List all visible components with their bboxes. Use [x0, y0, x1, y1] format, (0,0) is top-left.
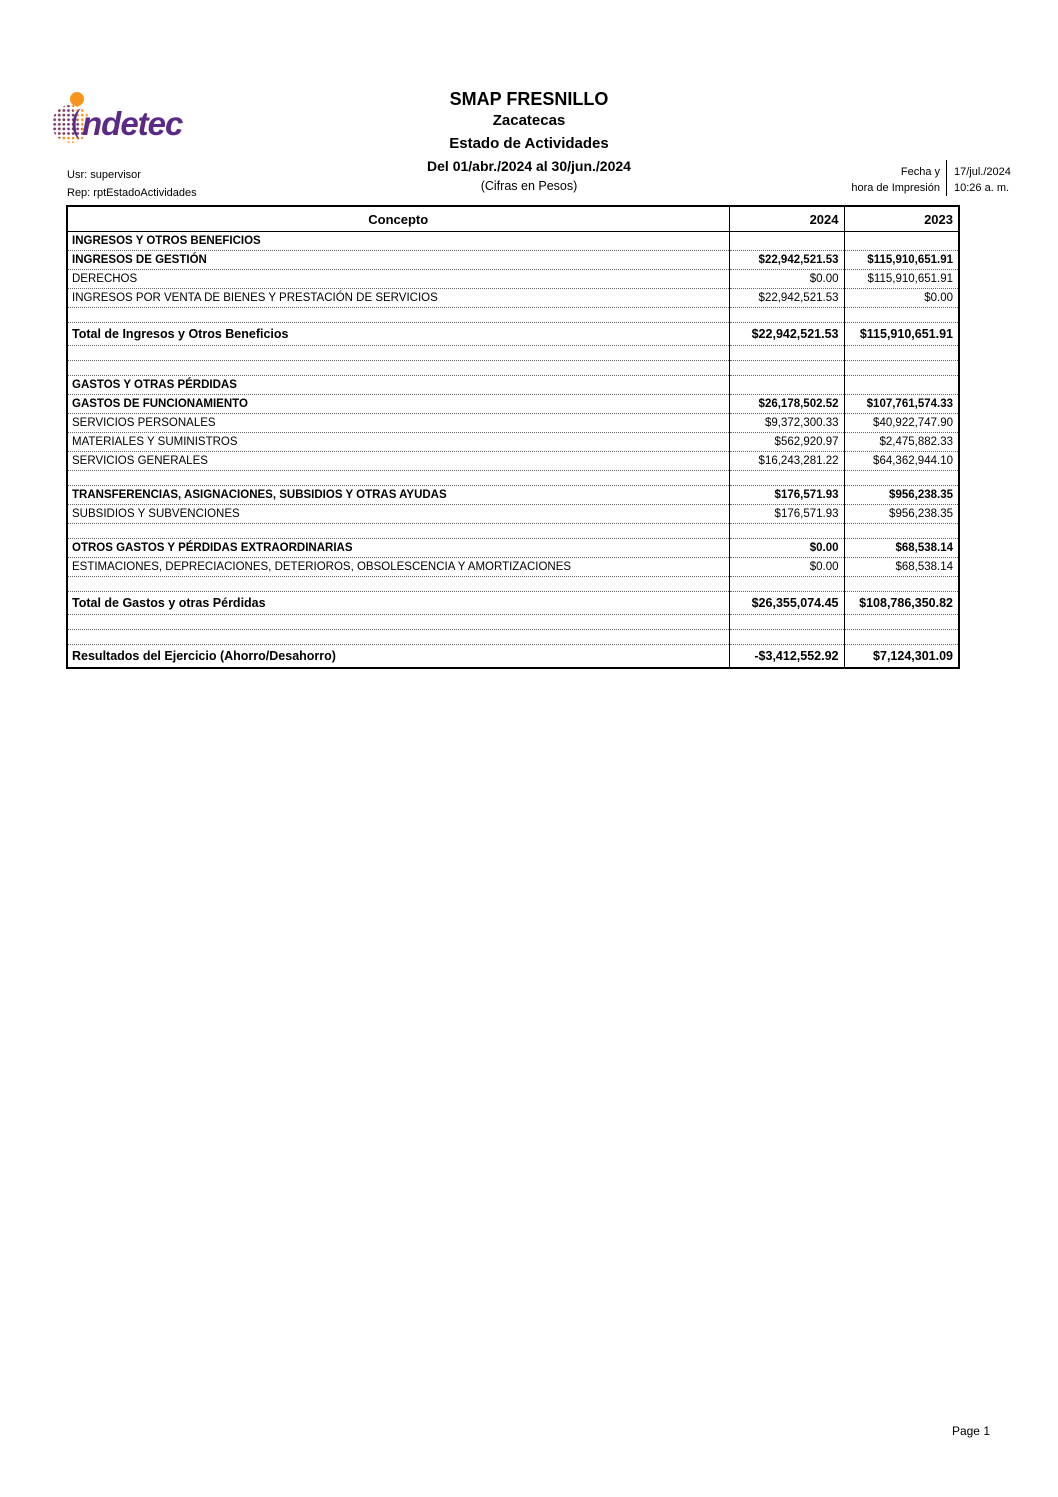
empty-cell	[729, 471, 844, 486]
empty-cell	[729, 346, 844, 361]
report-title: Estado de Actividades	[449, 135, 609, 152]
value-2024-cell: $22,942,521.53	[729, 251, 844, 270]
value-2024-cell: $26,355,074.45	[729, 592, 844, 615]
value-2023-cell	[844, 376, 959, 395]
print-info-values	[947, 160, 1016, 196]
empty-cell	[729, 308, 844, 323]
column-header-2024: 2024	[729, 206, 844, 232]
value-2024-cell: $22,942,521.53	[729, 323, 844, 346]
table-row	[67, 592, 959, 615]
table-row	[67, 433, 959, 452]
table-row	[67, 251, 959, 270]
empty-cell	[729, 577, 844, 592]
value-2023-cell: $115,910,651.91	[844, 270, 959, 289]
empty-cell	[67, 346, 729, 361]
value-2023-cell: $7,124,301.09	[844, 645, 959, 669]
empty-cell	[67, 577, 729, 592]
concept-cell: SERVICIOS PERSONALES	[67, 414, 729, 433]
print-date: 17/jul./2024	[954, 166, 1011, 178]
empty-cell	[844, 524, 959, 539]
concept-cell: SUBSIDIOS Y SUBVENCIONES	[67, 505, 729, 524]
logo-text: ndetec	[82, 105, 183, 142]
value-2024-cell: $176,571.93	[729, 486, 844, 505]
concept-cell: INGRESOS Y OTROS BENEFICIOS	[67, 232, 729, 251]
table-row	[67, 376, 959, 395]
table-row	[67, 558, 959, 577]
empty-cell	[729, 524, 844, 539]
concept-cell: Resultados del Ejercicio (Ahorro/Desahorro)	[72, 649, 336, 663]
table-row	[67, 645, 959, 669]
print-time: 10:26 a. m.	[954, 182, 1010, 194]
value-2024-cell	[729, 376, 844, 395]
value-2023-cell	[844, 232, 959, 251]
spacer-row	[67, 630, 959, 645]
empty-cell	[67, 524, 729, 539]
value-2023-cell: $40,922,747.90	[844, 414, 959, 433]
value-2023-cell: $956,238.35	[844, 505, 959, 524]
value-2023-cell: $64,362,944.10	[844, 452, 959, 471]
spacer-row	[67, 524, 959, 539]
value-2024-cell: $0.00	[729, 558, 844, 577]
page-number: Page 1	[951, 1424, 990, 1438]
concept-cell: INGRESOS POR VENTA DE BIENES Y PRESTACIÓN DE SERVICIOS	[67, 289, 729, 308]
empty-cell	[844, 361, 959, 376]
value-2024-cell: $562,920.97	[729, 433, 844, 452]
table-row	[67, 452, 959, 471]
value-2023-cell: $115,910,651.91	[844, 323, 959, 346]
spacer-row	[67, 361, 959, 376]
table-row	[67, 289, 959, 308]
concept-cell: TRANSFERENCIAS, ASIGNACIONES, SUBSIDIOS Y OTRAS AYUDAS	[67, 486, 729, 505]
table-row	[67, 395, 959, 414]
value-2023-cell: $956,238.35	[844, 486, 959, 505]
table-header-row	[67, 206, 959, 232]
empty-cell	[67, 630, 729, 645]
table-row	[67, 270, 959, 289]
report-table-body	[67, 232, 959, 669]
report-table	[66, 205, 960, 669]
empty-cell	[844, 308, 959, 323]
print-label-line1: Fecha y	[900, 166, 940, 178]
value-2024-cell	[729, 232, 844, 251]
value-2024-cell: $0.00	[729, 270, 844, 289]
value-2023-cell: $2,475,882.33	[844, 433, 959, 452]
empty-cell	[844, 346, 959, 361]
report-id-label: Rep: rptEstadoActividades	[67, 187, 197, 199]
report-units: (Cifras en Pesos)	[480, 179, 578, 193]
value-2024-cell: $16,243,281.22	[729, 452, 844, 471]
concept-cell: DERECHOS	[67, 270, 729, 289]
concept-cell: ESTIMACIONES, DEPRECIACIONES, DETERIOROS, OBSOLESCENCIA Y AMORTIZACIONES	[67, 558, 729, 577]
empty-cell	[729, 361, 844, 376]
value-2024-cell: $176,571.93	[729, 505, 844, 524]
value-2024-cell: $22,942,521.53	[729, 289, 844, 308]
empty-cell	[844, 630, 959, 645]
user-label: Usr: supervisor	[67, 169, 141, 181]
value-2024-cell: $26,178,502.52	[729, 395, 844, 414]
state-title: Zacatecas	[492, 112, 566, 129]
organization-title: SMAP FRESNILLO	[449, 89, 609, 109]
spacer-row	[67, 577, 959, 592]
table-row	[67, 539, 959, 558]
table-row	[67, 505, 959, 524]
empty-cell	[729, 630, 844, 645]
empty-cell	[844, 471, 959, 486]
spacer-row	[67, 308, 959, 323]
concept-cell: GASTOS Y OTRAS PÉRDIDAS	[67, 376, 729, 395]
concept-cell: SERVICIOS GENERALES	[67, 452, 729, 471]
value-2023-cell: $0.00	[844, 289, 959, 308]
table-row	[67, 232, 959, 251]
value-2023-cell: $107,761,574.33	[844, 395, 959, 414]
print-info-block	[851, 160, 1016, 196]
value-2023-cell: $115,910,651.91	[844, 251, 959, 270]
empty-cell	[67, 471, 729, 486]
empty-cell	[729, 615, 844, 630]
empty-cell	[844, 577, 959, 592]
print-label-line2: hora de Impresión	[851, 182, 940, 194]
column-header-concepto: Concepto	[67, 206, 729, 232]
empty-cell	[844, 615, 959, 630]
spacer-row	[67, 471, 959, 486]
value-2024-cell: $9,372,300.33	[729, 414, 844, 433]
print-info-labels	[851, 160, 946, 196]
empty-cell	[67, 615, 729, 630]
concept-cell: INGRESOS DE GESTIÓN	[67, 251, 729, 270]
concept-cell: MATERIALES Y SUMINISTROS	[67, 433, 729, 452]
spacer-row	[67, 615, 959, 630]
value-2023-cell: $108,786,350.82	[844, 592, 959, 615]
table-row	[67, 323, 959, 346]
concept-cell: Total de Ingresos y Otros Beneficios	[67, 323, 729, 346]
value-2023-cell: $68,538.14	[844, 558, 959, 577]
value-2024-cell: $0.00	[729, 539, 844, 558]
table-row	[67, 414, 959, 433]
report-period: Del 01/abr./2024 al 30/jun./2024	[427, 158, 631, 174]
spacer-row	[67, 346, 959, 361]
value-2023-cell: $68,538.14	[844, 539, 959, 558]
concept-cell: GASTOS DE FUNCIONAMIENTO	[67, 395, 729, 414]
concept-cell: OTROS GASTOS Y PÉRDIDAS EXTRAORDINARIAS	[67, 539, 729, 558]
value-2024-cell: -$3,412,552.92	[729, 645, 844, 669]
column-header-2023: 2023	[844, 206, 959, 232]
empty-cell	[67, 308, 729, 323]
empty-cell	[67, 361, 729, 376]
concept-cell: Total de Gastos y otras Pérdidas	[67, 592, 729, 615]
table-row	[67, 486, 959, 505]
